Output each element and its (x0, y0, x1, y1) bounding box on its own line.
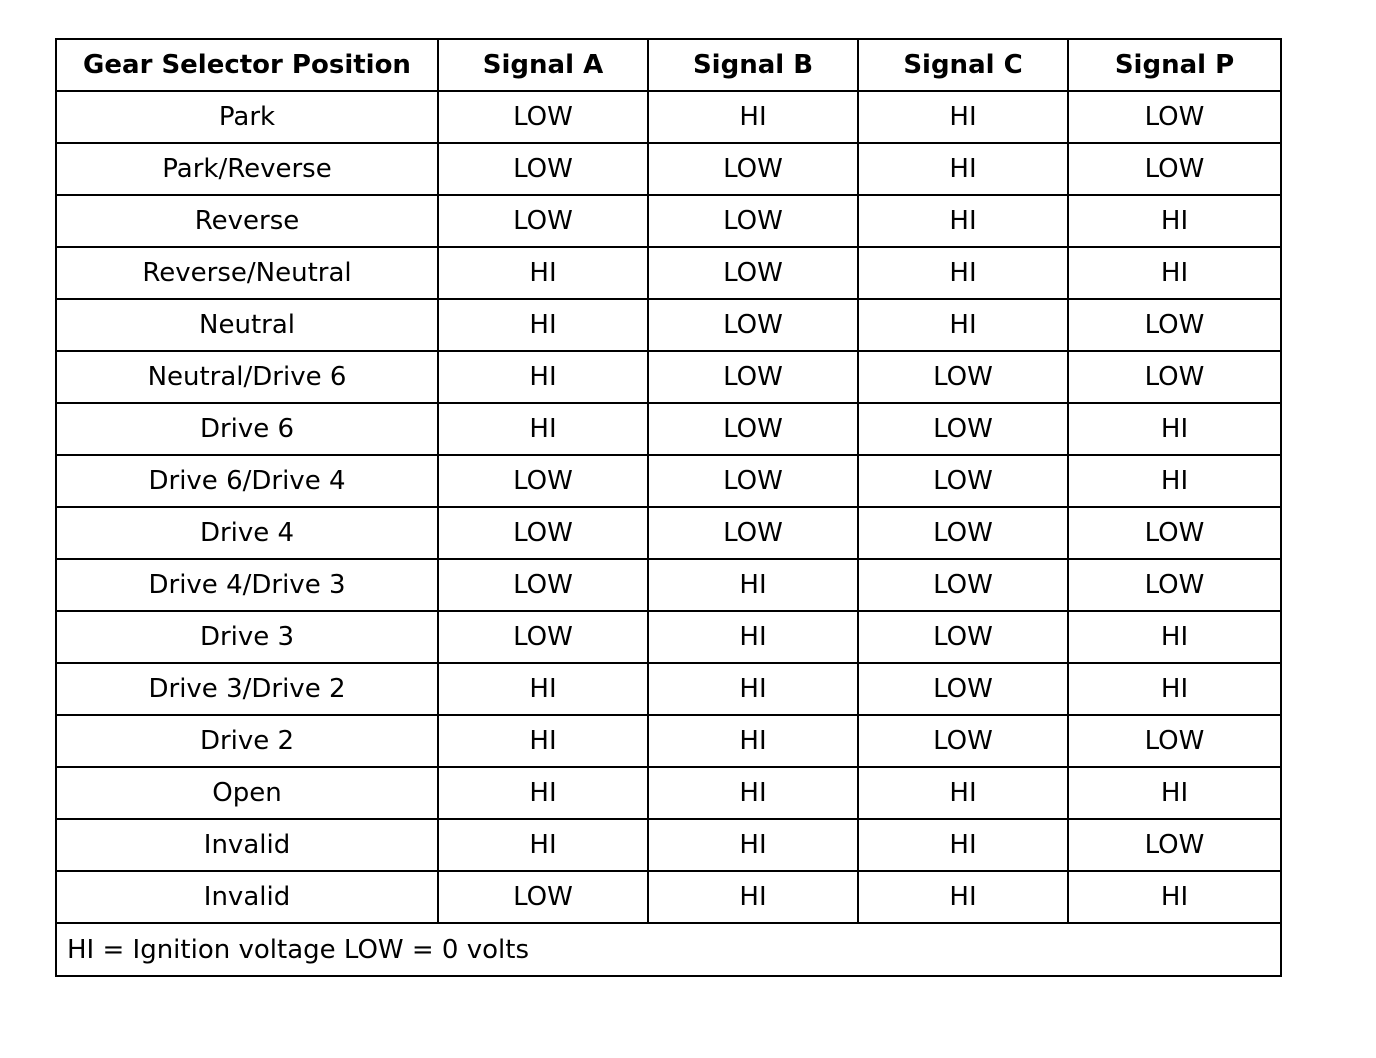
signal-a-cell: HI (438, 767, 648, 819)
gear-position-cell: Drive 2 (56, 715, 438, 767)
signal-a-cell: HI (438, 715, 648, 767)
signal-c-cell: HI (858, 819, 1068, 871)
footnote-row (56, 923, 1281, 976)
table-row (56, 247, 1281, 299)
signal-c-cell: HI (858, 767, 1068, 819)
gear-position-cell: Invalid (56, 819, 438, 871)
signal-p-cell: HI (1068, 611, 1281, 663)
header-signal-b: Signal B (648, 39, 858, 91)
signal-c-cell: LOW (858, 663, 1068, 715)
table-body (56, 91, 1281, 923)
signal-a-cell: LOW (438, 143, 648, 195)
signal-a-cell: HI (438, 247, 648, 299)
gear-position-cell: Invalid (56, 871, 438, 923)
table-row (56, 91, 1281, 143)
gear-position-cell: Drive 3 (56, 611, 438, 663)
gear-selector-signal-table (55, 38, 1282, 977)
signal-b-cell: HI (648, 715, 858, 767)
signal-p-cell: LOW (1068, 715, 1281, 767)
signal-p-cell: HI (1068, 663, 1281, 715)
signal-a-cell: LOW (438, 195, 648, 247)
signal-p-cell: LOW (1068, 819, 1281, 871)
table-row (56, 299, 1281, 351)
signal-a-cell: HI (438, 299, 648, 351)
signal-b-cell: HI (648, 663, 858, 715)
gear-position-cell: Drive 4/Drive 3 (56, 559, 438, 611)
header-signal-p: Signal P (1068, 39, 1281, 91)
table-row (56, 143, 1281, 195)
gear-position-cell: Open (56, 767, 438, 819)
signal-a-cell: HI (438, 819, 648, 871)
signal-p-cell: HI (1068, 767, 1281, 819)
signal-p-cell: HI (1068, 195, 1281, 247)
signal-b-cell: LOW (648, 403, 858, 455)
header-gear-selector-position: Gear Selector Position (56, 39, 438, 91)
gear-position-cell: Park (56, 91, 438, 143)
header-signal-a: Signal A (438, 39, 648, 91)
signal-c-cell: LOW (858, 715, 1068, 767)
signal-c-cell: LOW (858, 507, 1068, 559)
table-row (56, 559, 1281, 611)
gear-position-cell: Reverse/Neutral (56, 247, 438, 299)
table-row (56, 507, 1281, 559)
signal-c-cell: HI (858, 91, 1068, 143)
signal-b-cell: LOW (648, 247, 858, 299)
gear-position-cell: Drive 4 (56, 507, 438, 559)
table-row (56, 767, 1281, 819)
signal-a-cell: HI (438, 663, 648, 715)
table-row (56, 663, 1281, 715)
gear-position-cell: Drive 3/Drive 2 (56, 663, 438, 715)
signal-b-cell: HI (648, 559, 858, 611)
signal-b-cell: LOW (648, 143, 858, 195)
signal-p-cell: HI (1068, 455, 1281, 507)
signal-a-cell: LOW (438, 871, 648, 923)
signal-p-cell: HI (1068, 871, 1281, 923)
signal-c-cell: HI (858, 299, 1068, 351)
signal-c-cell: HI (858, 195, 1068, 247)
signal-c-cell: LOW (858, 403, 1068, 455)
signal-b-cell: HI (648, 767, 858, 819)
signal-p-cell: LOW (1068, 559, 1281, 611)
signal-a-cell: LOW (438, 91, 648, 143)
signal-p-cell: HI (1068, 403, 1281, 455)
signal-b-cell: LOW (648, 299, 858, 351)
signal-c-cell: HI (858, 143, 1068, 195)
header-signal-c: Signal C (858, 39, 1068, 91)
table-row (56, 819, 1281, 871)
signal-c-cell: HI (858, 247, 1068, 299)
signal-a-cell: LOW (438, 507, 648, 559)
signal-b-cell: LOW (648, 351, 858, 403)
signal-a-cell: LOW (438, 559, 648, 611)
signal-p-cell: HI (1068, 247, 1281, 299)
gear-position-cell: Neutral (56, 299, 438, 351)
signal-c-cell: LOW (858, 559, 1068, 611)
table-row (56, 403, 1281, 455)
table-row (56, 715, 1281, 767)
signal-b-cell: HI (648, 819, 858, 871)
signal-b-cell: HI (648, 611, 858, 663)
signal-b-cell: HI (648, 91, 858, 143)
table-header-row (56, 39, 1281, 91)
gear-position-cell: Neutral/Drive 6 (56, 351, 438, 403)
gear-position-cell: Drive 6/Drive 4 (56, 455, 438, 507)
gear-position-cell: Drive 6 (56, 403, 438, 455)
signal-b-cell: LOW (648, 507, 858, 559)
signal-a-cell: LOW (438, 611, 648, 663)
signal-p-cell: LOW (1068, 91, 1281, 143)
signal-p-cell: LOW (1068, 299, 1281, 351)
table-row (56, 455, 1281, 507)
table-row (56, 611, 1281, 663)
footnote: HI = Ignition voltage LOW = 0 volts (56, 923, 1281, 976)
signal-c-cell: HI (858, 871, 1068, 923)
signal-b-cell: LOW (648, 195, 858, 247)
signal-c-cell: LOW (858, 611, 1068, 663)
signal-p-cell: LOW (1068, 143, 1281, 195)
signal-b-cell: LOW (648, 455, 858, 507)
table-row (56, 195, 1281, 247)
signal-a-cell: HI (438, 403, 648, 455)
gear-position-cell: Reverse (56, 195, 438, 247)
signal-p-cell: LOW (1068, 507, 1281, 559)
signal-p-cell: LOW (1068, 351, 1281, 403)
signal-a-cell: HI (438, 351, 648, 403)
signal-a-cell: LOW (438, 455, 648, 507)
table-row (56, 871, 1281, 923)
signal-c-cell: LOW (858, 455, 1068, 507)
table-row (56, 351, 1281, 403)
gear-position-cell: Park/Reverse (56, 143, 438, 195)
signal-b-cell: HI (648, 871, 858, 923)
signal-c-cell: LOW (858, 351, 1068, 403)
